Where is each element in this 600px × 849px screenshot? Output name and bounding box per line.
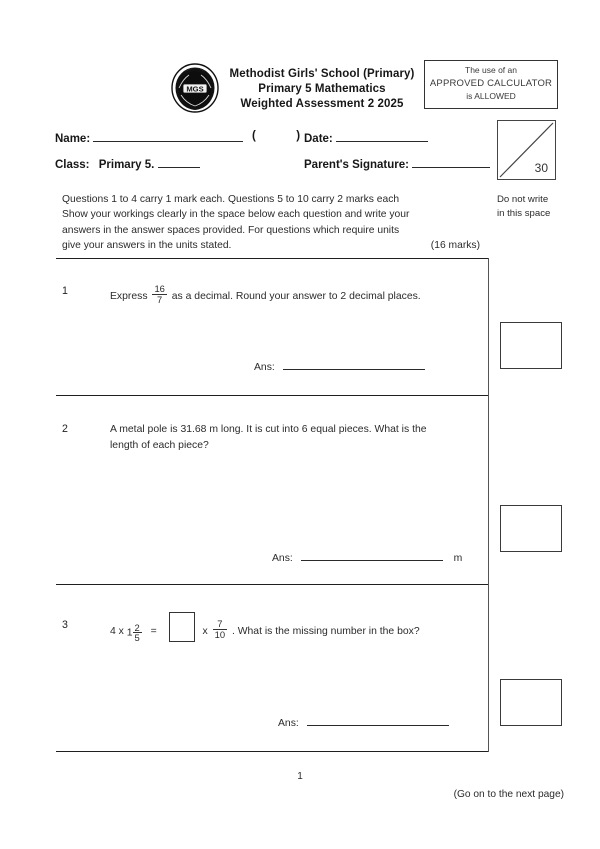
next-page-note: (Go on to the next page) xyxy=(453,789,564,800)
candidate-particulars xyxy=(0,128,600,180)
index-close-paren: ) xyxy=(296,130,301,142)
question-3-missing-number-box[interactable] xyxy=(169,612,195,642)
instructions-block xyxy=(62,192,480,254)
question-3-mixed-denominator: 5 xyxy=(134,632,140,644)
calculator-notice-line-3: is ALLOWED xyxy=(466,91,516,101)
question-1-fraction-denominator: 7 xyxy=(152,294,166,305)
instruction-line-4-row xyxy=(62,238,480,253)
calculator-notice-box xyxy=(424,60,558,109)
instruction-line-4: give your answers in the units stated. xyxy=(62,240,232,252)
rule-above-question-1 xyxy=(56,258,488,259)
question-3-times-sign: x xyxy=(202,626,208,638)
question-2-text-line-1: A metal pole is 31.68 m long. It is cut into 6 equal pieces. What is the xyxy=(110,424,427,435)
question-1-fraction-numerator: 16 xyxy=(154,283,165,294)
index-open-paren: ( xyxy=(252,130,256,142)
school-title-block xyxy=(222,67,422,112)
date-field[interactable] xyxy=(304,130,428,145)
question-3-answer-label: Ans: xyxy=(278,718,299,729)
index-number-field[interactable] xyxy=(252,130,300,142)
name-input-rule[interactable] xyxy=(93,130,243,142)
question-3-answer[interactable] xyxy=(278,714,449,729)
question-3-equals-sign: = xyxy=(150,626,157,638)
section-total-marks: (16 marks) xyxy=(430,240,480,252)
question-3-fraction xyxy=(213,619,227,640)
total-marks-value: 30 xyxy=(534,161,548,175)
question-1-answer[interactable] xyxy=(254,358,425,373)
calculator-notice-line-1: The use of an xyxy=(465,65,517,75)
question-3-text-after: . What is the missing number in the box? xyxy=(231,626,420,638)
calculator-notice-line-2: APPROVED CALCULATOR xyxy=(429,78,553,89)
question-1-answer-label: Ans: xyxy=(254,362,275,373)
do-not-write-note xyxy=(497,193,587,221)
parent-signature-rule[interactable] xyxy=(412,156,490,168)
question-3-mixed-numerator: 2 xyxy=(134,621,140,633)
subject-line: Primary 5 Mathematics xyxy=(258,83,386,95)
do-not-write-line-1: Do not write xyxy=(497,194,549,205)
class-value: Primary 5. xyxy=(98,159,155,171)
rule-above-question-2 xyxy=(56,395,488,396)
do-not-write-line-2: in this space xyxy=(497,208,551,219)
question-2-answer-unit: m xyxy=(453,553,463,564)
question-1-text-after: as a decimal. Round your answer to 2 decimal places. xyxy=(171,290,421,302)
school-crest-logo xyxy=(170,62,220,114)
question-1-answer-rule[interactable] xyxy=(283,358,425,370)
name-label: Name: xyxy=(55,133,91,145)
rule-below-question-3 xyxy=(56,751,488,752)
question-2-answer-label: Ans: xyxy=(272,553,293,564)
instruction-line-1: Questions 1 to 4 carry 1 mark each. Questions 5 to 10 carry 2 marks each xyxy=(62,194,400,205)
question-2-text-line-2: length of each piece? xyxy=(110,439,209,451)
question-3-expression-lead: 4 x xyxy=(110,626,124,638)
question-1-text xyxy=(110,284,470,305)
question-3-fraction-denominator: 10 xyxy=(214,629,226,641)
question-2-answer-rule[interactable] xyxy=(301,549,443,561)
parent-signature-field[interactable] xyxy=(304,156,490,171)
name-field[interactable] xyxy=(55,130,243,145)
class-field[interactable] xyxy=(55,156,200,171)
question-3-mark-box[interactable] xyxy=(500,679,562,726)
question-1-text-before: Express xyxy=(110,290,148,302)
question-1-fraction xyxy=(152,284,166,305)
question-3-fraction-numerator: 7 xyxy=(217,618,223,630)
question-2-number: 2 xyxy=(62,423,68,435)
question-2-answer[interactable] xyxy=(272,549,462,564)
question-3-number: 3 xyxy=(62,619,68,631)
question-2-text xyxy=(110,422,470,453)
question-2-mark-box[interactable] xyxy=(500,505,562,552)
question-3-mixed-whole: 1 xyxy=(126,626,133,638)
question-1-number: 1 xyxy=(62,285,68,297)
parent-signature-label: Parent's Signature: xyxy=(304,159,409,171)
instruction-line-2: Show your workings clearly in the space below each question and write your xyxy=(62,209,410,221)
date-input-rule[interactable] xyxy=(336,130,428,142)
date-label: Date: xyxy=(304,133,333,145)
instruction-line-3: answers in the answer spaces provided. For questions which require units xyxy=(62,224,400,236)
assessment-line: Weighted Assessment 2 2025 xyxy=(240,98,404,110)
class-input-rule[interactable] xyxy=(158,156,200,168)
question-3-mixed-number xyxy=(127,623,144,644)
question-1-mark-box[interactable] xyxy=(500,322,562,369)
marks-column-divider xyxy=(488,258,489,752)
svg-text:MGS: MGS xyxy=(186,84,204,94)
page-number: 1 xyxy=(297,771,303,782)
question-3-answer-rule[interactable] xyxy=(307,714,449,726)
class-label: Class: xyxy=(55,159,90,171)
rule-above-question-3 xyxy=(56,584,488,585)
school-name: Methodist Girls' School (Primary) xyxy=(229,68,415,80)
question-3-text xyxy=(110,612,470,644)
